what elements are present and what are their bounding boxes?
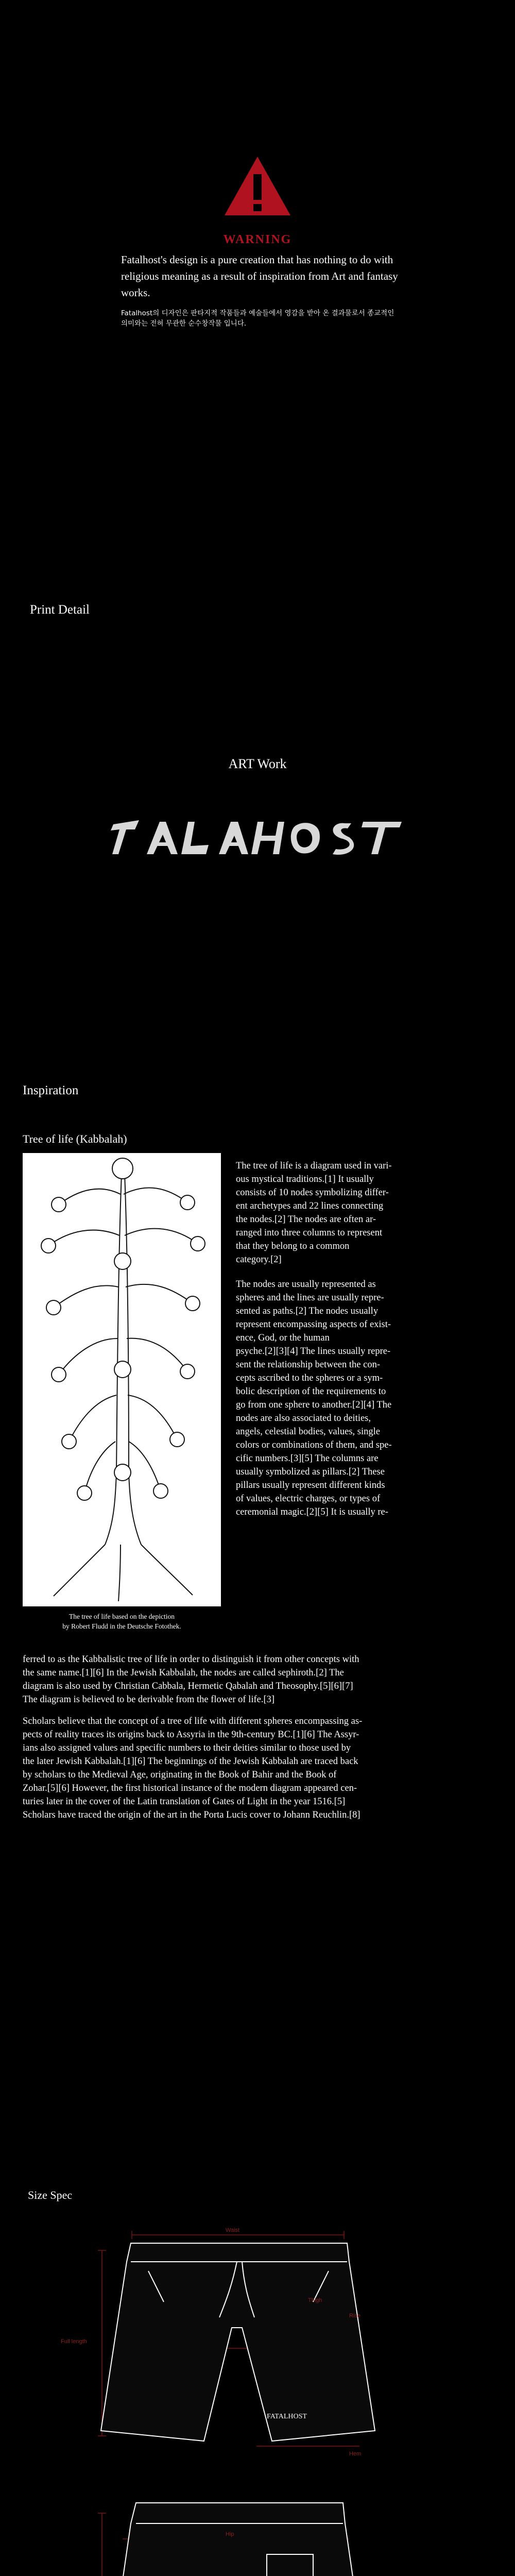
fatalhost-logo-icon [103,814,412,860]
inspiration-full-p2: ferred to as the Kabbalistic tree of life in order to distinguish it from other concepts with the same name.[1][6] In the Jewish Kabbalah, the nodes are called sephiroth.[2] The diagram is also used by Christian Cabbala, Hermetic Qabalah and Theosophy.[5][6][7] The diagram is believed to be derivable from the flower of life.[3] [23,1654,359,1705]
warning-label: WARNING [223,233,292,246]
warning-triangle-icon [222,155,293,232]
warning-text-ko: Fatalhost의 디자인은 판타지적 작품들과 예술들에서 영감을 받아 온 결과물로서 종교적인 의미와는 전혀 무관한 순수창작물 입니다. [121,309,394,328]
inspiration-column-p1: The tree of life is a diagram used in vari- ous mystical traditions.[1] It usually consists of 10 nodes symbolizing differ- ent archetypes and 22 lines connecting the nodes.[2] The nodes are often ar- ranged into three columns to represent that they belong to a common category.[2] [236,1161,392,1265]
inspiration-subtitle: Tree of life (Kabbalah) [23,1132,127,1145]
size-spec-title: Size Spec [28,2189,73,2201]
art-work-title: ART Work [228,756,287,771]
label-hip: Hip [226,2531,234,2537]
label-hem: Hem [349,2451,362,2457]
inspiration-column-p2: The nodes are usually represented as spheres and the lines are usually repre- sented as paths.[2] The nodes usually represent encompassing aspects of exist- ence, God, or the human psyche.[2][3][4] The lines usually repre- sent the relationship between the con- cepts ascribed to the spheres or a sym- bolic description of the requirements to go from one sphere to another.[2][4] The nodes are also associated to deities, angels, celestial bodies, values, single colors or combinations of them, and spe- cific numbers.[3][5] The columns are usually symbolized as pillars.[2] These pillars usually represent different kinds of values, electric charges, or types of ceremonial magic.[2][5] It is usually re- [236,1279,392,1517]
warning-text-en: Fatalhost's design is a pure creation that has nothing to do with religious meaning as a result of inspiration from Art and fantasy works. [121,253,398,299]
inspiration-full-p3: Scholars believe that the concept of a tree of life with different spheres encompassing as- pects of reality traces its origins back to Assyria in the 9th-century BC.[1][6] The Assyr- ians also assigned values and specific numbers to their deities similar to those used by the later Jewish Kabbalah.[1][6] The beginnings of the Jewish Kabbalah are traced back by scholars to the Medieval Age, originating in the Book of Bahir and the Book of Zohar.[5][6] However, the first historical instance of the modern diagram appeared cen- turies later in the cover of the Latin translation of Gates of Light in the year 1516.[5] Scholars have traced the origin of the art in the Porta Lucis cover to Johann Reuchlin.[8] [23,1716,363,1820]
tree-of-life-image [23,1153,221,1606]
size-diagram [40,2225,475,2576]
label-full-length: Full length [61,2338,87,2345]
print-detail-title: Print Detail [30,603,90,617]
label-rise: Rise [349,2313,361,2319]
tree-of-life-caption: The tree of life based on the depiction by Robert Fludd in the Deutsche Fotothek. [62,1613,181,1630]
label-waist: Waist [226,2227,240,2233]
label-thigh: Thigh [308,2297,322,2303]
front-print-mark: FATALHOST [267,2413,307,2420]
inspiration-title: Inspiration [23,1083,79,1097]
